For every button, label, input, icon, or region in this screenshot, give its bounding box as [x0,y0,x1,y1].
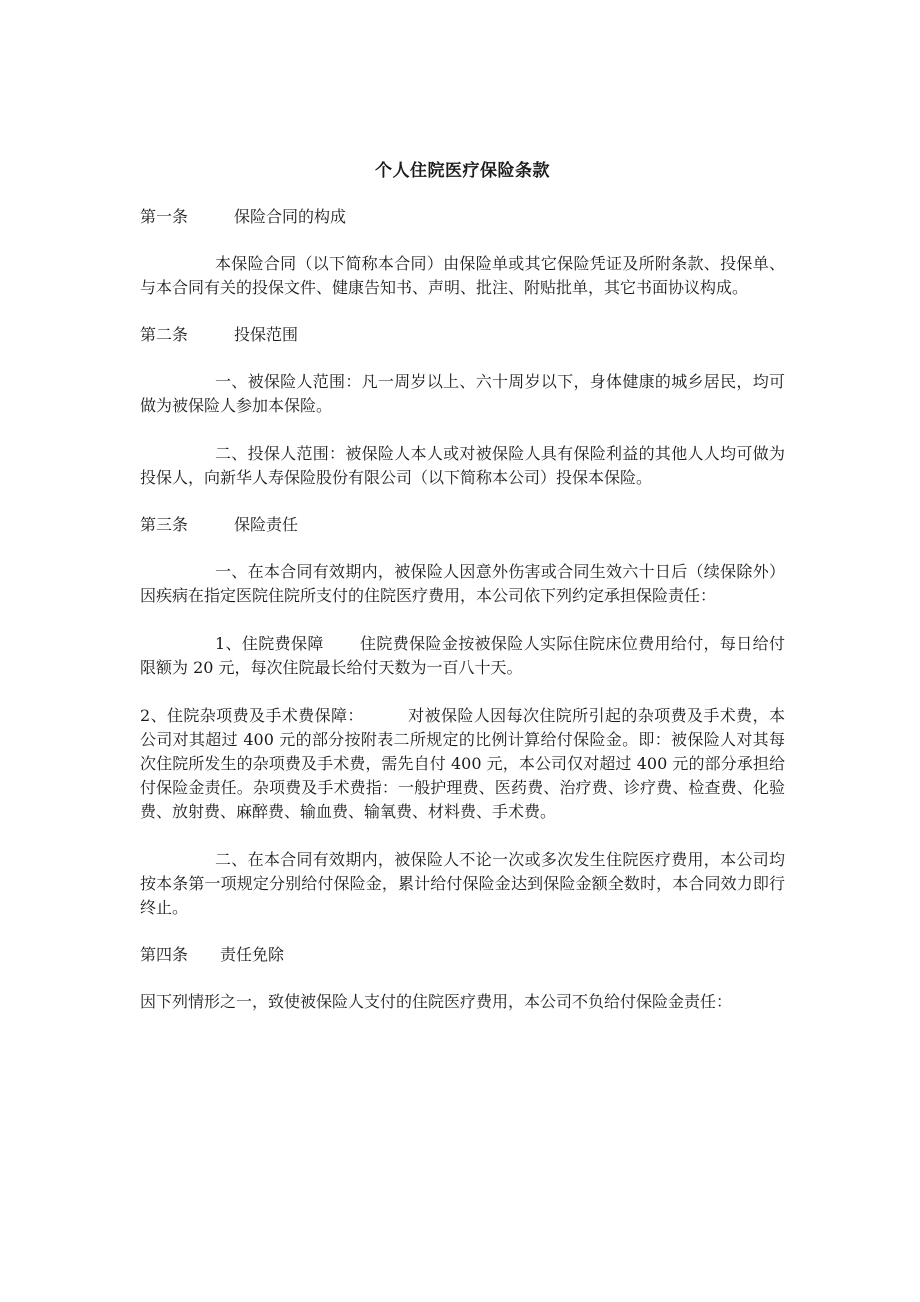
article-4-number: 第四条 [140,945,189,964]
document-title: 个人住院医疗保险条款 [375,161,550,181]
article-3-heading [140,514,785,536]
article-4-title: 责任免除 [220,945,285,964]
article-1-heading [140,206,785,228]
article-3-item-1 [140,632,785,680]
article-1-title: 保险合同的构成 [234,207,347,226]
article-3-item-2-label: 2、住院杂项费及手术费保障： [140,706,364,725]
article-3-item-1-label: 1、住院费保障 [215,634,324,653]
article-3-paragraph-1: 一、在本合同有效期内，被保险人因意外伤害或合同生效六十日后（续保除外）因疾病在指定医院住院所支付的住院医疗费用，本公司依下列约定承担保险责任： [140,562,785,605]
article-3-title: 保险责任 [234,515,299,534]
article-3-item-2 [140,704,785,824]
article-2-paragraph-2: 二、投保人范围：被保险人本人或对被保险人具有保险利益的其他人人均可做为投保人，向新华人寿保险股份有限公司（以下简称本公司）投保本保险。 [140,444,785,487]
article-3-paragraph-2: 二、在本合同有效期内，被保险人不论一次或多次发生住院医疗费用，本公司均按本条第一项规定分别给付保险金，累计给付保险金达到保险金额全数时，本合同效力即行终止。 [140,850,785,917]
article-3-item-1-text: 住院费保险金按被保险人实际住院床位费用给付，每日给付限额为 20 元，每次住院最长给付天数为一百八十天。 [140,634,785,677]
article-2-title: 投保范围 [234,325,299,344]
article-4-heading [140,944,785,966]
article-1-number: 第一条 [140,207,189,226]
article-1-body: 本保险合同（以下简称本合同）由保险单或其它保险凭证及所附条款、投保单、与本合同有关的投保文件、健康告知书、声明、批注、附贴批单，其它书面协议构成。 [140,254,785,297]
article-3-number: 第三条 [140,515,189,534]
article-2-number: 第二条 [140,325,189,344]
article-2-heading [140,324,785,346]
document-content [140,160,785,1038]
article-2-paragraph-1: 一、被保险人范围：凡一周岁以上、六十周岁以下，身体健康的城乡居民，均可做为被保险人参加本保险。 [140,372,785,415]
article-4-body: 因下列情形之一，致使被保险人支付的住院医疗费用，本公司不负给付保险金责任： [140,992,733,1011]
article-3-item-2-text: 对被保险人因每次住院所引起的杂项费及手术费，本公司对其超过 400 元的部分按附表二所规定的比例计算给付保险金。即：被保险人对其每次住院所发生的杂项费及手术费，需先自付 400 元，本公司仅对超过 400 元的部分承担给付保险金责任。杂项费及手术费指：一般护理费、医药费、治疗费、诊疗费、检查费、化验费、放射费、麻醉费、输血费、输氧费、材料费、手术费。 [140,706,785,821]
